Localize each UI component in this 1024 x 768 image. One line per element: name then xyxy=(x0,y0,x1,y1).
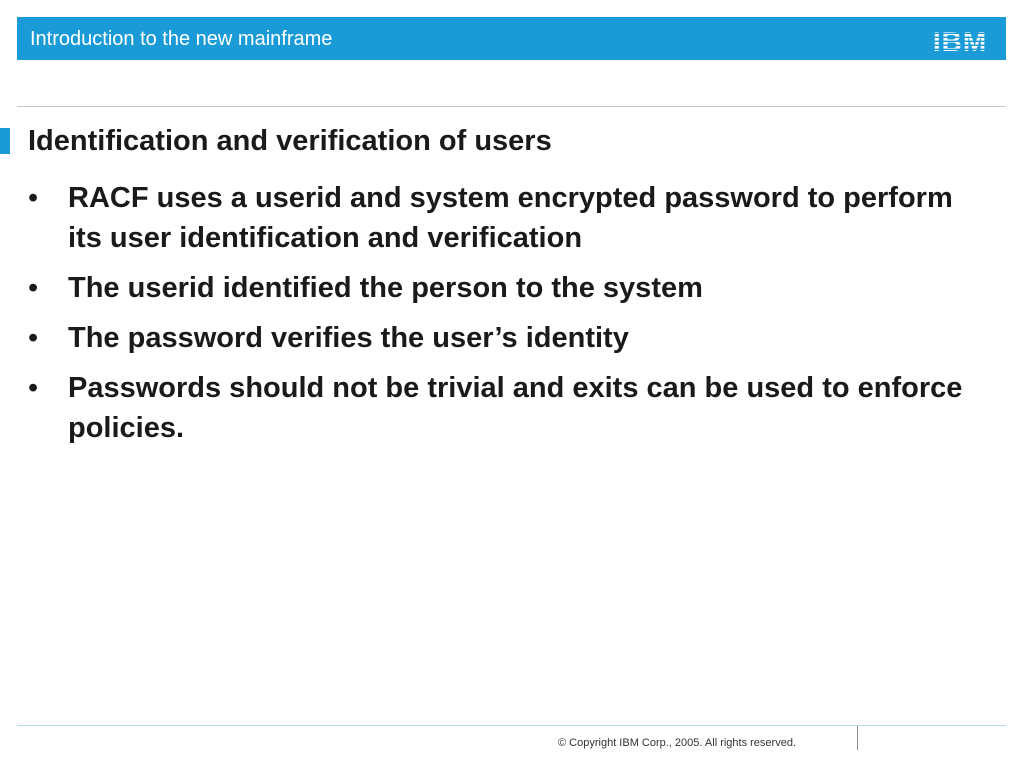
header-bar xyxy=(17,17,1006,60)
ibm-logo-text: IBM xyxy=(932,26,988,53)
bullet-item xyxy=(28,178,993,258)
bullet-marker: • xyxy=(28,372,39,404)
copyright-notice: © Copyright IBM Corp., 2005. All rights reserved. xyxy=(558,737,796,749)
slide-title: Identification and verification of users xyxy=(28,125,552,157)
bullet-text: The userid identified the person to the system xyxy=(68,272,703,304)
bullet-marker: • xyxy=(28,272,39,304)
header-title: Introduction to the new mainframe xyxy=(30,28,333,50)
bullet-marker: • xyxy=(28,182,39,214)
bullet-text: The password verifies the user’s identity xyxy=(68,322,629,354)
bullet-item xyxy=(28,268,993,308)
bullet-text: RACF uses a userid and system encrypted password to perform its user identification and verification xyxy=(68,182,953,254)
bullet-item xyxy=(28,318,993,358)
bullet-text: Passwords should not be trivial and exits can be used to enforce policies. xyxy=(68,372,963,444)
bullet-item xyxy=(28,368,993,448)
footer-divider xyxy=(857,726,858,750)
title-accent-mark xyxy=(0,128,10,154)
top-divider xyxy=(17,106,1006,107)
ibm-logo xyxy=(927,26,993,53)
bullet-marker: • xyxy=(28,322,39,354)
bullet-list xyxy=(28,178,993,458)
